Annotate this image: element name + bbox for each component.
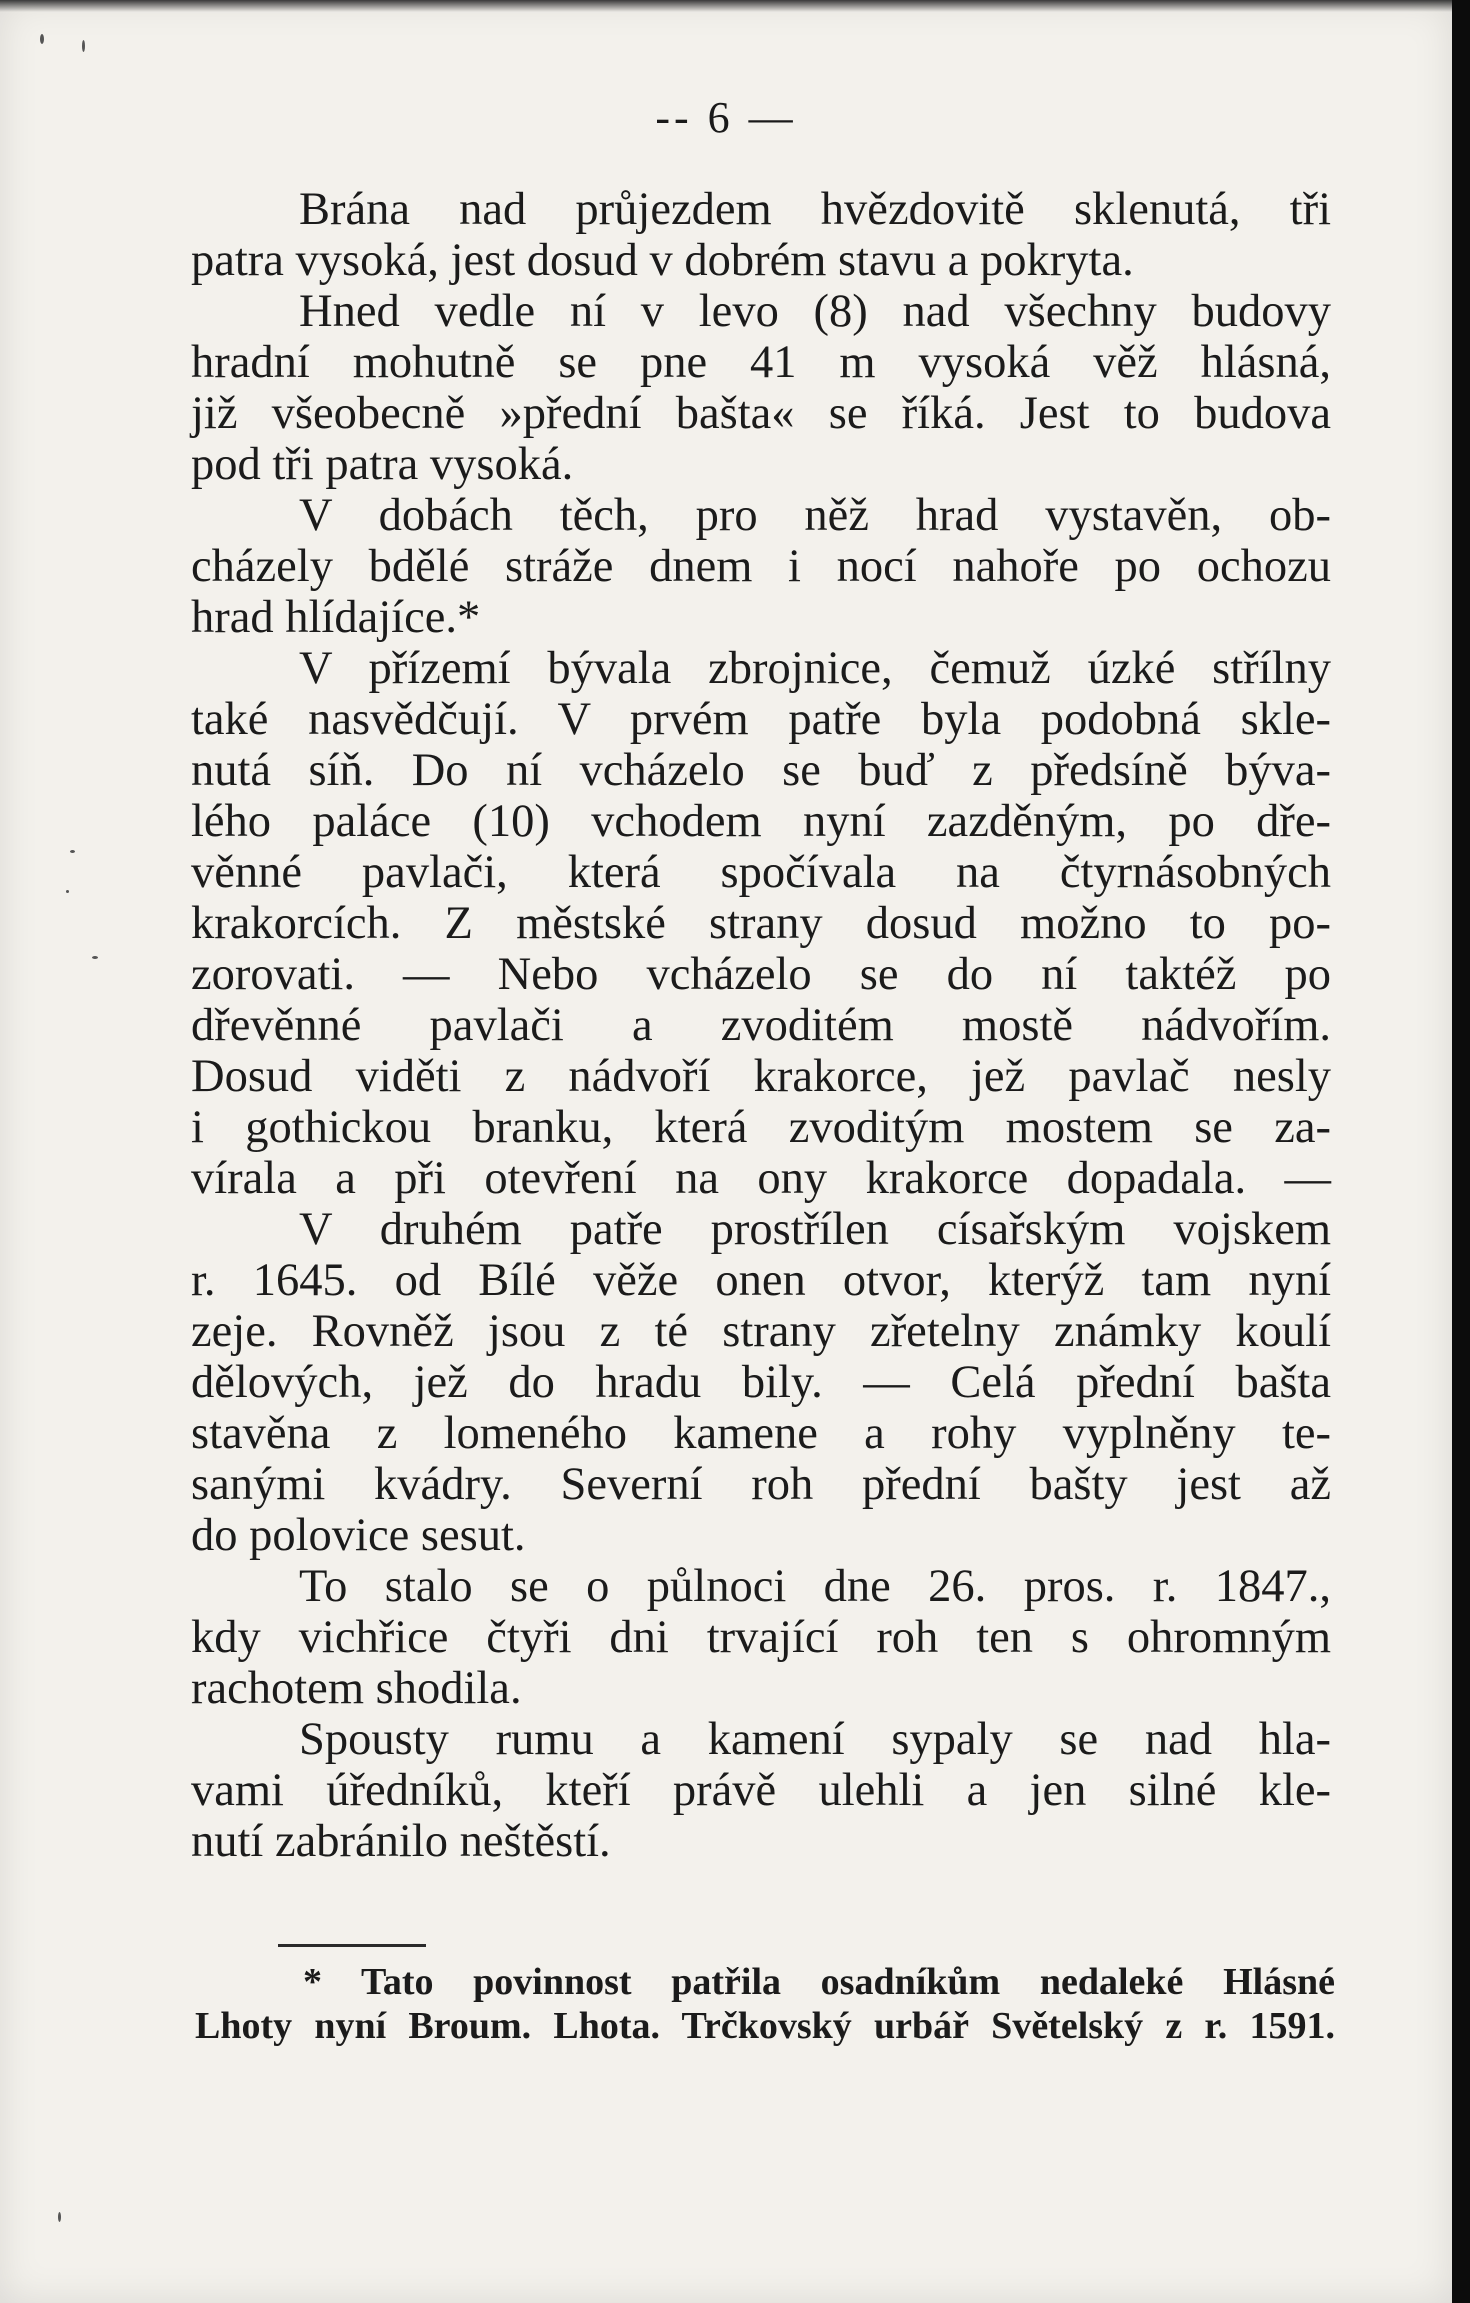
body-text-line: dělových, jež do hradu bily. — Celá přední bašta [191,1357,1331,1408]
page-top-shadow [0,0,1452,12]
body-text-line: To stalo se o půlnoci dne 26. pros. r. 1847., [299,1561,1331,1612]
scan-speck [92,956,98,959]
body-text-line: do polovice sesut. [191,1510,526,1561]
body-text-line: cházely bdělé stráže dnem i nocí nahoře po ochozu [191,541,1331,592]
body-text-line: hradní mohutně se pne 41 m vysoká věž hlásná, [191,337,1331,388]
body-text-line: nutí zabránilo neštěstí. [191,1816,611,1867]
scan-speck [82,40,85,52]
body-text-line: Hned vedle ní v levo (8) nad všechny budovy [299,286,1331,337]
scan-speck [40,34,44,44]
footnote-divider [278,1944,426,1947]
body-text-line: věnné pavlači, která spočívala na čtyrnásobných [191,847,1331,898]
body-text-line: Spousty rumu a kamení sypaly se nad hla- [299,1714,1331,1765]
body-text-line: zorovati. — Nebo vcházelo se do ní taktéž po [191,949,1331,1000]
body-text-line: také nasvědčují. V prvém patře byla podobná skle- [191,694,1331,745]
body-text-line: již všeobecně »přední bašta« se říká. Jest to budova [191,388,1331,439]
page-right-border [1452,0,1470,2303]
footnote [195,1960,1335,2048]
body-text-line: vírala a při otevření na ony krakorce dopadala. — [191,1153,1331,1204]
body-text-line: rachotem shodila. [191,1663,522,1714]
body-text-line: zeje. Rovněž jsou z té strany zřetelny známky koulí [191,1306,1331,1357]
scan-speck [70,850,75,853]
body-text-line: i gothickou branku, která zvoditým mostem se za- [191,1102,1331,1153]
body-text-line: dřevěnné pavlači a zvoditém mostě nádvořím. [191,1000,1331,1051]
footnote-line: * Tato povinnost patřila osadníkům nedaleké Hlásné [303,1961,1335,2003]
body-text-line: patra vysoká, jest dosud v dobrém stavu a pokryta. [191,235,1134,286]
body-text-line: pod tři patra vysoká. [191,439,574,490]
body-text-line: nutá síň. Do ní vcházelo se buď z předsíně býva- [191,745,1331,796]
body-text-line: stavěna z lomeného kamene a rohy vyplněny te- [191,1408,1331,1459]
body-text-line: Dosud viděti z nádvoří krakorce, jež pavlač nesly [191,1051,1331,1102]
scan-speck [58,2212,61,2222]
body-text-line: V přízemí bývala zbrojnice, čemuž úzké střílny [299,643,1331,694]
body-text-line: krakorcích. Z městské strany dosud možno to po- [191,898,1331,949]
footnote-line: Lhoty nyní Broum. Lhota. Trčkovský urbář Světelský z r. 1591. [195,2005,1335,2047]
page-number: -- 6 — [655,93,797,142]
body-text-line: vami úředníků, kteří právě ulehli a jen silné kle- [191,1765,1331,1816]
body-text-line: kdy vichřice čtyři dni trvající roh ten s ohromným [191,1612,1331,1663]
body-text-line: r. 1645. od Bílé věže onen otvor, kterýž tam nyní [191,1255,1331,1306]
scan-speck [66,890,69,893]
body-text-line: V druhém patře prostřílen císařským vojskem [299,1204,1331,1255]
body-text-line: hrad hlídajíce.* [191,592,481,643]
body-text-line: V dobách těch, pro něž hrad vystavěn, ob- [299,490,1331,541]
body-text-line: sanými kvádry. Severní roh přední bašty jest až [191,1459,1331,1510]
body-text-line: lého paláce (10) vchodem nyní zazděným, po dře- [191,796,1331,847]
body-text-line: Brána nad průjezdem hvězdovitě sklenutá, tři [299,184,1331,235]
body-text [191,184,1331,1867]
